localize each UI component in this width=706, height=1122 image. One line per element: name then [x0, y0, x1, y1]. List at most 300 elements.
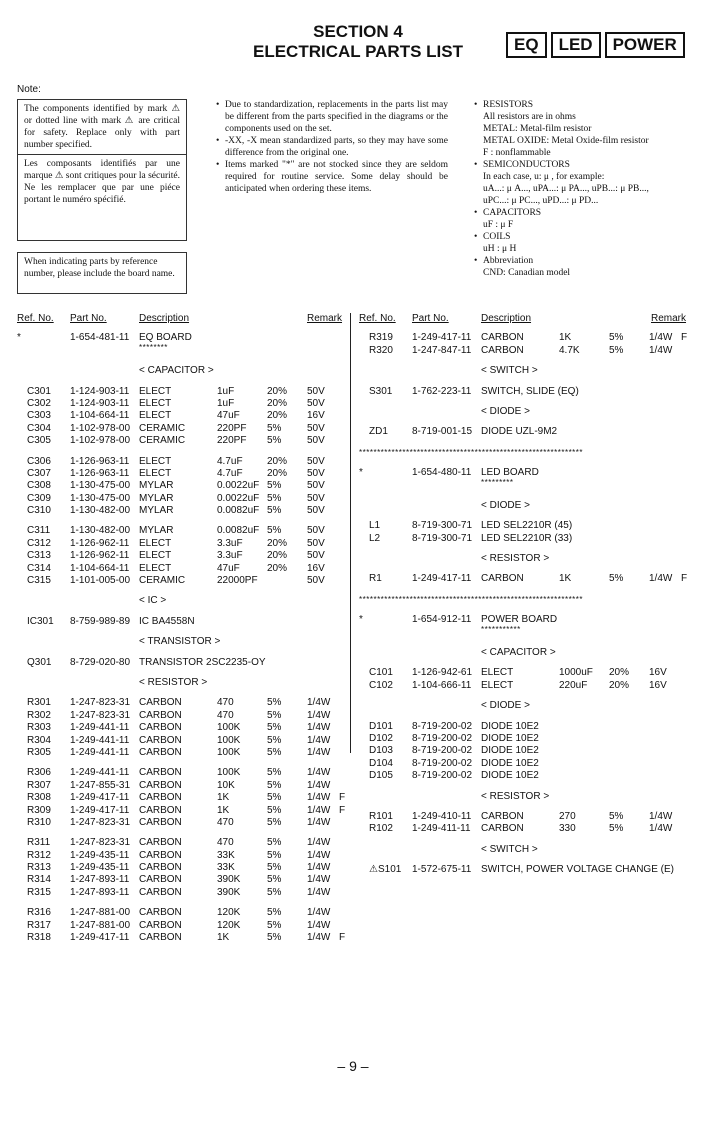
cell-rat: 1/4W	[307, 886, 331, 898]
cell-tol: 20%	[267, 410, 288, 422]
col-remark-header: Remark	[307, 313, 343, 324]
part-row	[359, 332, 691, 344]
cell-tol: 20%	[609, 667, 630, 679]
cell-ref: R306	[27, 767, 51, 779]
cell-rat: 1/4W	[649, 573, 673, 585]
cell-ref: R317	[27, 919, 51, 931]
cell-part: 8-719-200-02	[412, 770, 473, 782]
cell-desc: CARBON	[139, 907, 182, 919]
section-separator-stars: **************************************************************	[359, 447, 584, 457]
cell-val: 47uF	[217, 410, 240, 422]
group-label: < SWITCH >	[481, 843, 538, 855]
cell-ref: C303	[27, 410, 51, 422]
group-heading	[359, 844, 691, 856]
cell-rat: 16V	[307, 562, 325, 574]
cell-rat: 50V	[307, 550, 325, 562]
cell-part: 8-719-300-71	[412, 520, 473, 532]
part-row	[359, 680, 691, 692]
cell-tol: 5%	[267, 422, 282, 434]
cell-rat: 1/4W	[649, 332, 673, 344]
tag-eq: EQ	[506, 32, 547, 58]
cell-desc: LED SEL2210R (33)	[481, 532, 573, 544]
cell-part: 1-762-223-11	[412, 385, 472, 397]
cell-ref: R304	[27, 734, 51, 746]
column-headers-left	[17, 313, 343, 325]
cell-ref: R1	[369, 573, 382, 585]
part-row	[17, 563, 343, 575]
group-label: < SWITCH >	[481, 365, 538, 377]
part-row	[17, 837, 343, 849]
spacer	[359, 606, 691, 614]
spacer	[17, 517, 343, 525]
cell-desc: MYLAR	[139, 505, 174, 517]
part-row	[17, 932, 346, 944]
group-heading	[359, 791, 691, 803]
abbreviation-notes	[474, 99, 699, 279]
cell-desc: CARBON	[139, 779, 182, 791]
cell-part: 8-719-200-02	[412, 720, 473, 732]
cell-val: 1K	[217, 932, 230, 944]
cell-rat: 50V	[307, 480, 325, 492]
cell-part: 1-654-481-11	[70, 332, 130, 344]
cell-tol: 20%	[267, 385, 288, 397]
cell-desc: EQ BOARD	[139, 332, 192, 344]
board-underline-stars: ********	[139, 342, 168, 352]
cell-ref: C305	[27, 435, 51, 447]
group-heading	[359, 700, 691, 712]
cell-rat: 1/4W	[307, 709, 331, 721]
cell-desc: CARBON	[481, 344, 524, 356]
cell-tol: 5%	[267, 746, 282, 758]
spacer	[359, 586, 691, 594]
cell-rat: 1/4W	[307, 804, 331, 816]
cell-val: 1uF	[217, 397, 235, 409]
part-row	[17, 780, 343, 792]
part-row	[17, 735, 343, 747]
cell-part: 1-126-962-11	[70, 550, 130, 562]
cell-part: 1-104-664-11	[70, 410, 130, 422]
cell-ref: *	[17, 332, 21, 344]
spacer	[17, 689, 343, 697]
cell-ref: R315	[27, 886, 51, 898]
cell-part: 1-247-881-00	[70, 919, 131, 931]
spacer	[359, 492, 691, 500]
part-row	[359, 811, 691, 823]
cell-desc: CARBON	[139, 804, 182, 816]
group-heading	[359, 553, 691, 565]
part-row	[359, 823, 691, 835]
cell-rat: 50V	[307, 455, 325, 467]
parts-column-left	[17, 313, 346, 944]
cell-tol: 5%	[609, 344, 624, 356]
cell-part: 1-126-962-11	[70, 537, 130, 549]
note-stock: • Items marked "*" are not stocked since they are seldom required for routine service. Some delay should be anticipated when ordering these items.	[216, 159, 448, 195]
cell-desc: CARBON	[139, 709, 182, 721]
cell-val: 120K	[217, 919, 241, 931]
cell-val: 3.3uF	[217, 537, 243, 549]
cell-ref: D101	[369, 720, 393, 732]
cell-part: 1-247-823-31	[70, 697, 131, 709]
cell-tol: 5%	[267, 919, 282, 931]
cell-tol: 5%	[267, 709, 282, 721]
cell-tol: 5%	[609, 823, 624, 835]
cell-part: 8-759-989-89	[70, 615, 131, 627]
cell-part: 1-126-942-61	[412, 667, 473, 679]
cell-desc: MYLAR	[139, 492, 174, 504]
cell-val: 100K	[217, 767, 241, 779]
cell-part: 1-104-664-11	[70, 562, 130, 574]
cell-ref: S301	[369, 385, 393, 397]
cell-desc: ELECT	[139, 397, 172, 409]
cell-val: 220PF	[217, 435, 247, 447]
cell-ref: C304	[27, 422, 51, 434]
group-label: < IC >	[139, 595, 167, 607]
cell-part: 1-249-410-11	[412, 810, 472, 822]
spacer	[359, 398, 691, 406]
spacer	[359, 512, 691, 520]
cell-part: 1-572-675-11	[412, 864, 472, 876]
res-note-2: METAL: Metal-film resistor	[483, 124, 592, 134]
spacer	[359, 803, 691, 811]
cell-part: 1-247-893-11	[70, 874, 130, 886]
cell-rat: 1/4W	[307, 919, 331, 931]
spacer	[359, 659, 691, 667]
cell-ref: C307	[27, 467, 51, 479]
cell-ref: C313	[27, 550, 51, 562]
cell-tol: 20%	[267, 455, 288, 467]
note-xx: • -XX, -X mean standardized parts, so they may have some difference from the original one.	[216, 135, 448, 159]
cell-part: 1-102-978-00	[70, 422, 131, 434]
cell-ref: ⚠S101	[369, 864, 402, 876]
separator-row	[17, 342, 343, 357]
cell-tol: 5%	[609, 332, 624, 344]
model-tags	[506, 32, 685, 58]
cell-val: 1K	[559, 573, 572, 585]
cell-ref: C311	[27, 525, 51, 537]
note-standardization: • Due to standardization, replacements in the parts list may be different from the parts specified in the diagrams or the components used on the set.	[216, 99, 448, 135]
cell-ref: *	[359, 614, 363, 626]
cell-tol: 5%	[267, 734, 282, 746]
cell-part: 1-654-912-11	[412, 614, 472, 626]
semi-note-3: uPC...: μ PC..., uPD...: μ PD...	[483, 196, 599, 206]
cell-rat: 50V	[307, 525, 325, 537]
cell-val: 33K	[217, 849, 235, 861]
caps-heading: • CAPACITORS	[474, 207, 699, 219]
part-row	[17, 722, 343, 734]
cell-ref: R305	[27, 746, 51, 758]
part-row	[359, 770, 691, 782]
cell-ref: R308	[27, 792, 51, 804]
separator-row	[359, 594, 691, 606]
cell-ref: L2	[369, 532, 381, 544]
spacer	[359, 439, 691, 447]
cell-desc: CARBON	[139, 932, 182, 944]
cell-desc: ELECT	[481, 667, 514, 679]
cell-rat: 50V	[307, 385, 325, 397]
part-row	[17, 480, 343, 492]
semi-note-1: In each case, u: μ , for example:	[483, 172, 605, 182]
spacer	[17, 829, 343, 837]
cell-ref: C301	[27, 385, 51, 397]
group-label: < DIODE >	[481, 405, 530, 417]
cell-tol: 5%	[267, 932, 282, 944]
cell-val: 470	[217, 837, 234, 849]
res-note-3: METAL OXIDE: Metal Oxide-film resistor	[483, 136, 649, 146]
cell-rat: 1/4W	[307, 816, 331, 828]
part-row	[359, 745, 691, 757]
cell-desc: DIODE 10E2	[481, 720, 539, 732]
cell-part: 1-247-881-00	[70, 907, 131, 919]
cell-part: 1-126-963-11	[70, 455, 130, 467]
cell-tol: 5%	[267, 874, 282, 886]
part-row	[17, 767, 343, 779]
cell-rat: 16V	[307, 410, 325, 422]
group-heading	[359, 406, 691, 418]
cell-part: 1-104-666-11	[412, 679, 472, 691]
cell-desc: ELECT	[139, 562, 172, 574]
cell-part: 1-247-823-31	[70, 837, 131, 849]
cell-tol: 20%	[267, 550, 288, 562]
cell-ref: ZD1	[369, 426, 388, 438]
safety-note-en: The components identified by mark ⚠ or dotted line with mark ⚠ are critical for safety. Replace only with part number specified.	[24, 104, 180, 150]
cell-val: 0.0082uF	[217, 525, 260, 537]
part-row	[17, 435, 343, 447]
cell-val: 1000uF	[559, 667, 593, 679]
spacer	[359, 856, 691, 864]
cell-part: 1-249-417-11	[70, 792, 130, 804]
cell-ref: R307	[27, 779, 51, 791]
cell-ref: R301	[27, 697, 51, 709]
cell-val: 1K	[217, 804, 230, 816]
cell-val: 100K	[217, 746, 241, 758]
cell-part: 1-126-963-11	[70, 467, 130, 479]
part-row	[359, 386, 691, 398]
cell-rat: 1/4W	[649, 810, 673, 822]
cell-part: 8-719-300-71	[412, 532, 473, 544]
spacer	[17, 628, 343, 636]
cell-tol: 5%	[267, 837, 282, 849]
spacer	[17, 587, 343, 595]
cell-desc: CERAMIC	[139, 422, 186, 434]
cell-tol: 5%	[267, 722, 282, 734]
separator-row	[359, 477, 691, 492]
cell-val: 4.7K	[559, 344, 580, 356]
cell-part: 1-249-441-11	[70, 746, 130, 758]
spacer	[359, 713, 691, 721]
cell-ref: C102	[369, 679, 393, 691]
cell-desc: CARBON	[481, 823, 524, 835]
cell-tol: 5%	[267, 435, 282, 447]
cell-val: 0.0082uF	[217, 505, 260, 517]
part-row	[17, 792, 346, 804]
cell-rat: 50V	[307, 435, 325, 447]
cell-rat: 1/4W	[307, 767, 331, 779]
part-row	[17, 710, 343, 722]
cell-rat: 1/4W	[307, 697, 331, 709]
cell-rat: 1/4W	[307, 932, 331, 944]
cell-desc: CARBON	[139, 722, 182, 734]
cell-rat: 50V	[307, 397, 325, 409]
cell-val: 1K	[217, 792, 230, 804]
cell-ref: R309	[27, 804, 51, 816]
separator-row	[359, 447, 691, 459]
cell-part: 1-249-417-11	[412, 573, 472, 585]
spacer	[359, 692, 691, 700]
spacer	[359, 357, 691, 365]
cell-ref: R314	[27, 874, 51, 886]
part-row	[17, 468, 343, 480]
cell-desc: ELECT	[481, 679, 514, 691]
cell-val: 4.7uF	[217, 455, 243, 467]
part-row	[17, 887, 343, 899]
cell-ref: C101	[369, 667, 393, 679]
cell-ref: C308	[27, 480, 51, 492]
cell-ref: D102	[369, 732, 393, 744]
cell-rat: 50V	[307, 422, 325, 434]
cell-desc: DIODE 10E2	[481, 770, 539, 782]
cell-desc: DIODE 10E2	[481, 745, 539, 757]
group-label: < CAPACITOR >	[139, 365, 214, 377]
cell-rat: 50V	[307, 505, 325, 517]
cell-ref: R310	[27, 816, 51, 828]
cell-tol: 5%	[267, 907, 282, 919]
cell-desc: CARBON	[139, 746, 182, 758]
cell-val: 33K	[217, 862, 235, 874]
cell-ref: Q301	[27, 656, 52, 668]
cell-desc: POWER BOARD	[481, 614, 558, 626]
part-row	[17, 657, 343, 669]
cell-part: 1-247-847-11	[412, 344, 472, 356]
cell-tol: 5%	[267, 505, 282, 517]
tag-power: POWER	[605, 32, 685, 58]
cell-part: 1-249-417-11	[70, 804, 130, 816]
cell-desc: CARBON	[139, 734, 182, 746]
cell-val: 22000PF	[217, 575, 258, 587]
cell-val: 47uF	[217, 562, 240, 574]
cell-val: 1K	[559, 332, 572, 344]
cell-rat: 1/4W	[307, 849, 331, 861]
cell-val: 0.0022uF	[217, 492, 260, 504]
cell-rat: 1/4W	[649, 344, 673, 356]
cell-ref: C315	[27, 575, 51, 587]
cell-desc: ELECT	[139, 537, 172, 549]
cell-rat: 1/4W	[307, 722, 331, 734]
cell-tol: 5%	[267, 849, 282, 861]
cell-desc: DIODE 10E2	[481, 757, 539, 769]
cell-tol: 5%	[267, 697, 282, 709]
semi-note-2: uA...: μ A..., uPA...: μ PA..., uPB...: μ PB...,	[483, 184, 649, 194]
part-row	[359, 533, 691, 545]
cell-val: 100K	[217, 734, 241, 746]
cell-part: 1-249-417-11	[70, 932, 130, 944]
cell-val: 270	[559, 810, 576, 822]
column-divider	[350, 313, 351, 753]
cell-ref: D105	[369, 770, 393, 782]
cell-part: 8-729-020-80	[70, 656, 131, 668]
part-row	[359, 573, 691, 585]
section-heading: ELECTRICAL PARTS LIST	[253, 42, 463, 61]
spacer	[17, 669, 343, 677]
cell-desc: CARBON	[139, 697, 182, 709]
part-row	[17, 804, 346, 817]
part-row	[17, 874, 343, 886]
column-headers-right	[359, 313, 691, 325]
group-heading	[359, 365, 691, 377]
part-row	[17, 410, 343, 422]
abbr-heading: • Abbreviation	[474, 255, 699, 267]
spacer	[359, 459, 691, 467]
part-row	[359, 733, 691, 745]
spacer	[17, 378, 343, 386]
spacer	[359, 378, 691, 386]
cell-ref: R319	[369, 332, 393, 344]
cell-tol: 5%	[267, 779, 282, 791]
group-heading	[17, 365, 343, 377]
col-ref-header: Ref. No.	[17, 313, 54, 324]
cell-ref: R102	[369, 823, 393, 835]
cell-desc: CARBON	[139, 816, 182, 828]
cell-part: 1-130-482-00	[70, 525, 131, 537]
cell-ref: R311	[27, 837, 51, 849]
part-row	[359, 345, 691, 357]
group-label: < DIODE >	[481, 499, 530, 511]
cell-tol: 5%	[267, 816, 282, 828]
coils-heading: • COILS	[474, 231, 699, 243]
cell-desc: IC BA4558N	[139, 615, 195, 627]
cell-val: 390K	[217, 886, 241, 898]
part-row	[17, 550, 343, 562]
cell-part: 8-719-200-02	[412, 745, 473, 757]
part-row	[17, 817, 343, 829]
safety-note-fr: Les composants identifiés par une marque ⚠ sont critiques pour la sécurité. Ne les remplacer que par une piéce portant le numéro spécifié.	[24, 159, 180, 205]
group-heading	[359, 500, 691, 512]
cell-part: 1-249-441-11	[70, 734, 130, 746]
part-row	[359, 520, 691, 532]
cell-desc: CARBON	[481, 573, 524, 585]
part-row	[17, 907, 343, 919]
cell-rat: 1/4W	[307, 792, 331, 804]
col-desc-header: Description	[481, 313, 532, 324]
cell-desc: CARBON	[481, 332, 524, 344]
cell-part: 1-124-903-11	[70, 397, 130, 409]
cell-val: 0.0022uF	[217, 480, 260, 492]
abbr-note-1: CND: Canadian model	[483, 268, 571, 278]
cell-val: 390K	[217, 874, 241, 886]
spacer	[359, 565, 691, 573]
spacer	[359, 836, 691, 844]
cell-ref: C312	[27, 537, 51, 549]
cell-desc: CARBON	[139, 862, 182, 874]
part-row	[359, 467, 691, 479]
cell-tol: 5%	[267, 480, 282, 492]
group-label: < RESISTOR >	[481, 790, 550, 802]
cell-tol: 20%	[609, 679, 630, 691]
cell-val: 330	[559, 823, 576, 835]
cell-desc: LED BOARD	[481, 467, 539, 479]
cell-part: 1-249-435-11	[70, 862, 130, 874]
group-label: < DIODE >	[481, 700, 530, 712]
part-row	[359, 758, 691, 770]
cell-rat: 16V	[649, 667, 667, 679]
cell-part: 1-247-823-31	[70, 709, 131, 721]
cell-tol: 5%	[267, 767, 282, 779]
cell-part: 8-719-200-02	[412, 732, 473, 744]
res-note-4: F : nonflammable	[483, 148, 551, 158]
part-row	[17, 505, 343, 517]
cell-tol: 20%	[267, 537, 288, 549]
cell-desc: CARBON	[139, 849, 182, 861]
cell-desc: ELECT	[139, 385, 172, 397]
